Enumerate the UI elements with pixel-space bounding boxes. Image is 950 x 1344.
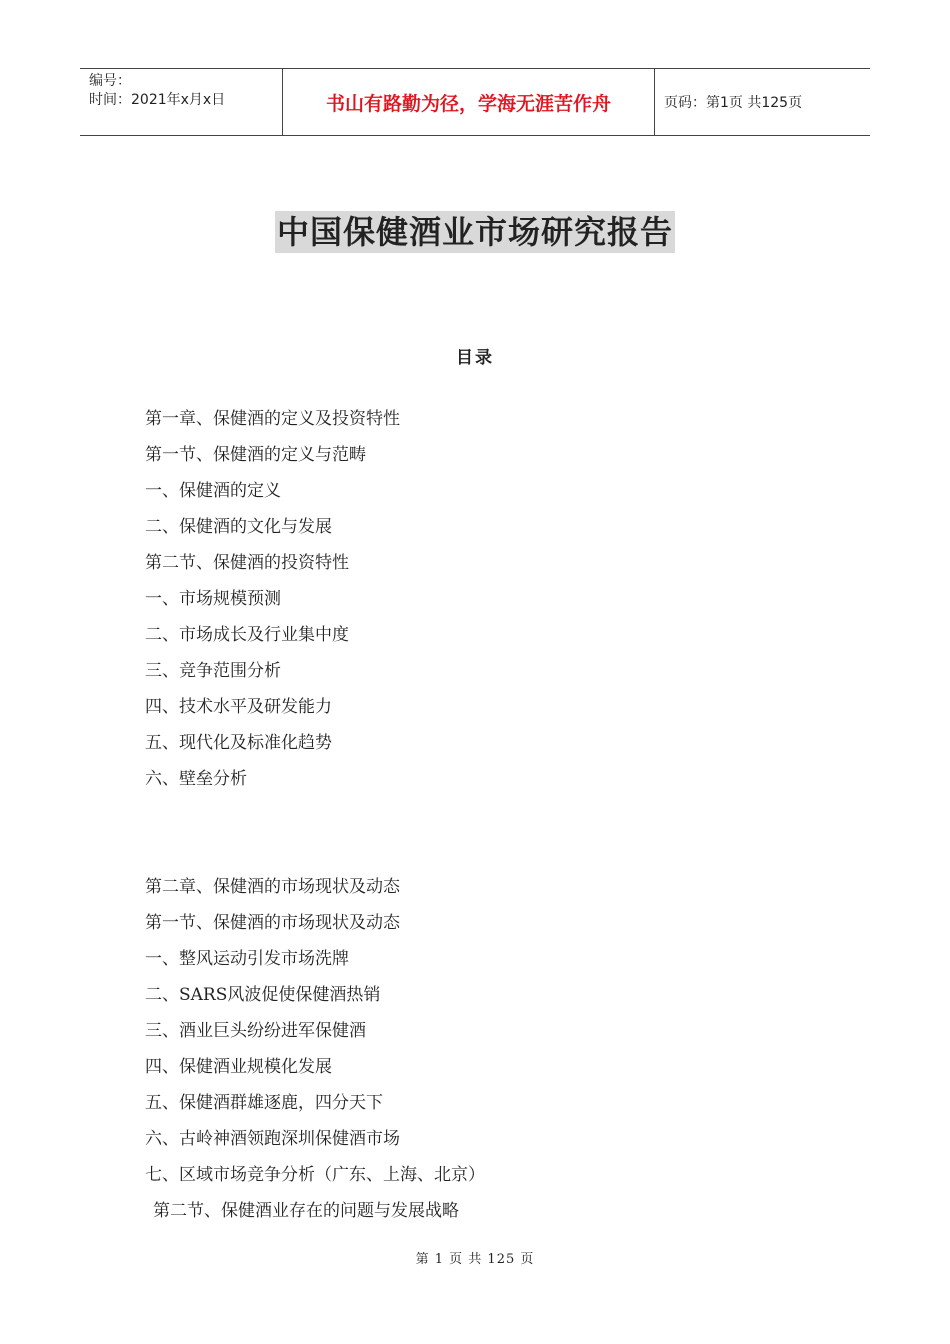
toc-item: 三、竞争范围分析	[145, 661, 281, 681]
table-of-contents	[145, 401, 485, 1229]
toc-item: 一、保健酒的定义	[145, 481, 281, 501]
toc-item: 第二节、保健酒业存在的问题与发展战略	[153, 1201, 459, 1221]
page-footer: 第 1 页 共 125 页	[415, 1252, 535, 1267]
toc-item: 第二节、保健酒的投资特性	[145, 553, 349, 573]
toc-item: 四、技术水平及研发能力	[145, 697, 332, 717]
header-motto-cell	[282, 69, 655, 135]
toc-item: 第一节、保健酒的定义与范畴	[145, 445, 366, 465]
toc-item: 七、区域市场竞争分析（广东、上海、北京）	[145, 1165, 485, 1185]
toc-item: 一、整风运动引发市场洗牌	[145, 949, 349, 969]
toc-heading: 目录	[456, 348, 494, 368]
document-title: 中国保健酒业市场研究报告	[276, 213, 673, 251]
header-page-info: 页码：第1页 共125页	[664, 95, 803, 111]
toc-item: 二、市场成长及行业集中度	[145, 625, 349, 645]
toc-item: 二、SARS风波促使保健酒热销	[145, 985, 381, 1005]
toc-item: 一、市场规模预测	[145, 589, 281, 609]
header-page-cell	[655, 69, 870, 135]
toc-item: 三、酒业巨头纷纷进军保健酒	[145, 1021, 366, 1041]
header-table	[80, 68, 870, 136]
toc-item: 五、保健酒群雄逐鹿，四分天下	[145, 1093, 383, 1113]
toc-item: 第二章、保健酒的市场现状及动态	[145, 877, 400, 897]
header-motto: 书山有路勤为径，学海无涯苦作舟	[325, 92, 611, 115]
toc-spacer	[145, 797, 485, 869]
toc-item: 六、壁垒分析	[145, 769, 247, 789]
document-title-block	[0, 211, 950, 253]
toc-item: 五、现代化及标准化趋势	[145, 733, 332, 753]
toc-item: 四、保健酒业规模化发展	[145, 1057, 332, 1077]
toc-item: 第一节、保健酒的市场现状及动态	[145, 913, 400, 933]
toc-item: 六、古岭神酒领跑深圳保健酒市场	[145, 1129, 400, 1149]
document-date-label: 时间：2021年x月x日	[89, 92, 226, 108]
toc-item: 二、保健酒的文化与发展	[145, 517, 332, 537]
toc-item: 第一章、保健酒的定义及投资特性	[145, 409, 400, 429]
header-info-cell	[80, 69, 282, 135]
document-number-label: 编号：	[89, 73, 131, 89]
